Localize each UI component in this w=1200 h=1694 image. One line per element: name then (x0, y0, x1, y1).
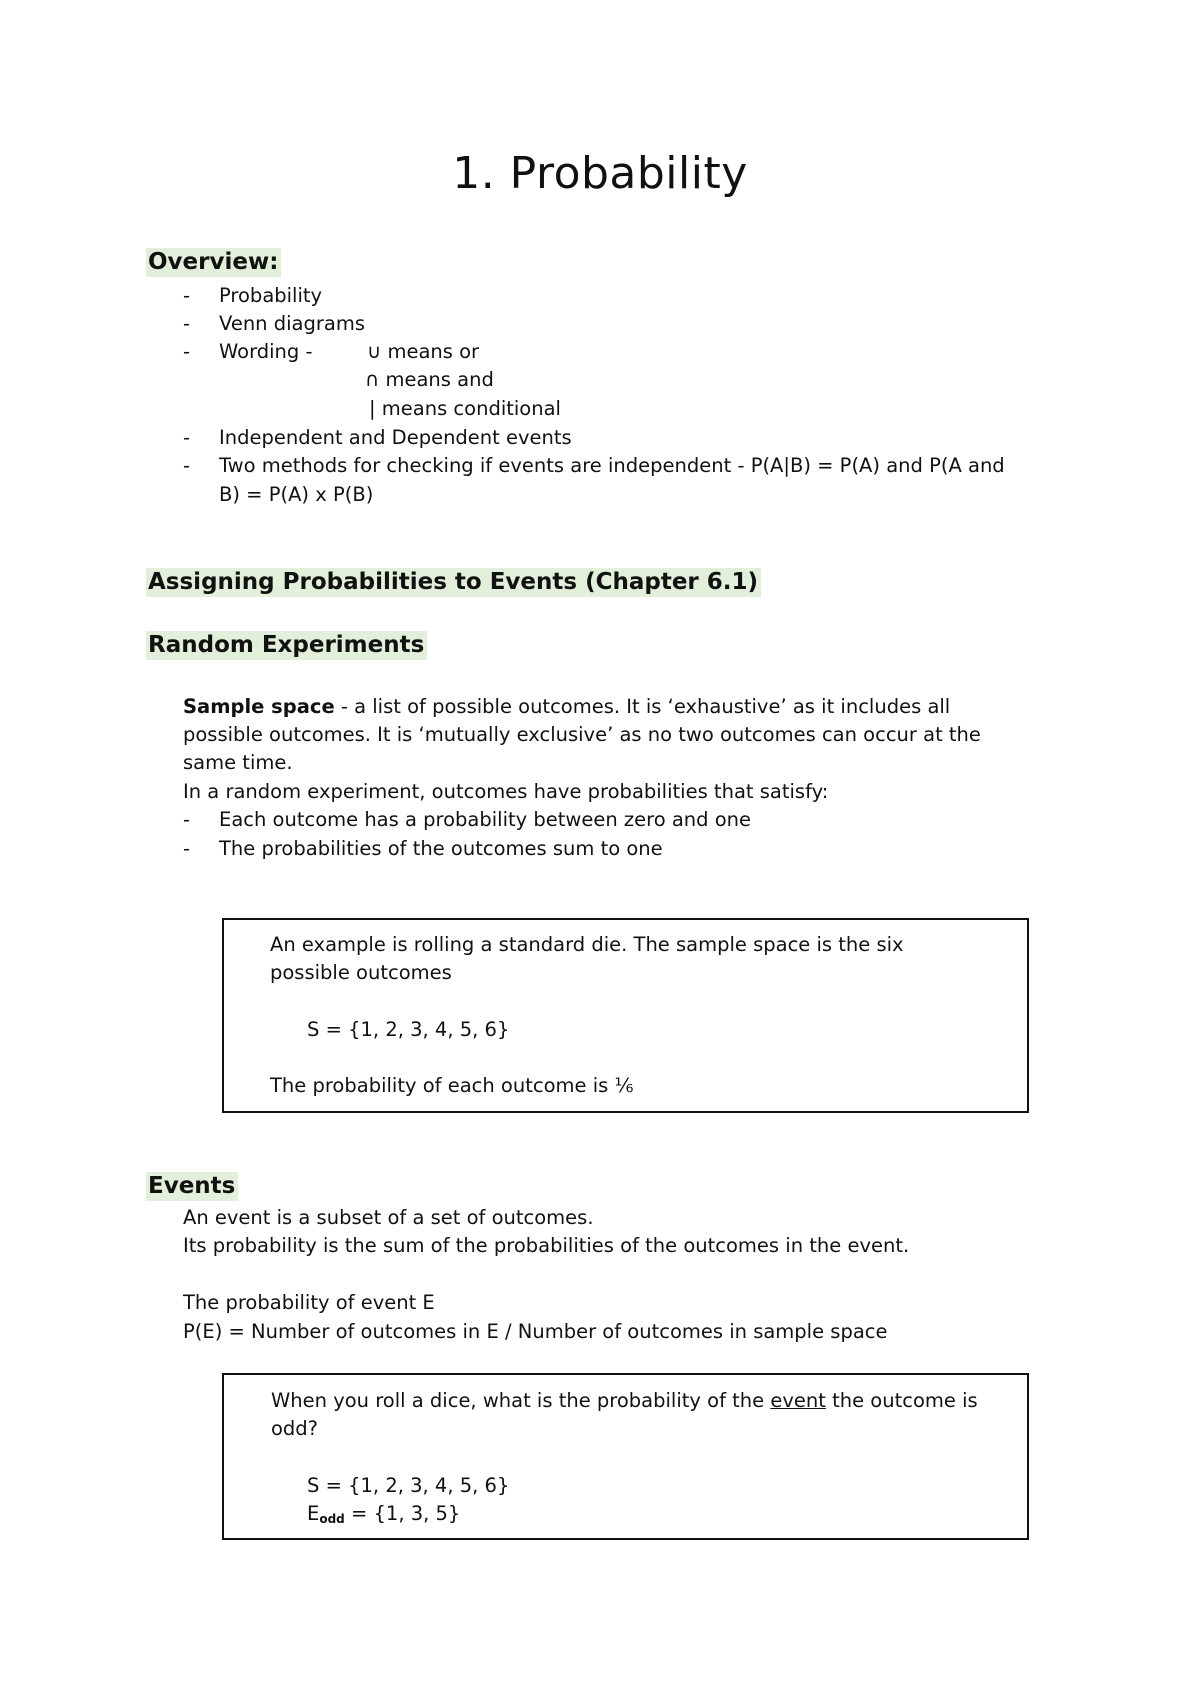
box-line: An example is rolling a standard die. The sample space is the six (270, 933, 904, 956)
event-subscript: odd (319, 1512, 345, 1526)
overview-item: Wording - (219, 340, 313, 363)
overview-heading (146, 248, 281, 277)
section-heading-assigning (146, 568, 761, 597)
bullet-dash: - (183, 837, 191, 860)
bullet-dash: - (183, 426, 191, 449)
question-text: When you roll a dice, what is the probability of the (271, 1389, 771, 1412)
overview-item: Two methods for checking if events are independent - P(A|B) = P(A) and P(A and (219, 454, 1005, 477)
sample-space-term: Sample space (183, 695, 335, 718)
bullet-item: Each outcome has a probability between zero and one (219, 808, 752, 831)
random-experiments-heading (146, 631, 427, 660)
bullet-item: The probabilities of the outcomes sum to one (219, 837, 663, 860)
paragraph-line: The probability of event E (183, 1291, 435, 1314)
box-line: The probability of each outcome is ⅙ (270, 1074, 634, 1097)
underlined-word: event (770, 1389, 826, 1412)
odd-event-set (307, 1504, 460, 1525)
events-heading-text: Events (146, 1172, 238, 1201)
probability-formula: P(E) = Number of outcomes in E / Number of outcomes in sample space (183, 1320, 888, 1343)
sample-space-set: S = {1, 2, 3, 4, 5, 6} (307, 1474, 510, 1497)
bullet-dash: - (183, 808, 191, 831)
paragraph-line: An event is a subset of a set of outcomes. (183, 1206, 594, 1229)
wording-union: ∪ means or (367, 340, 480, 363)
section-heading-text: Assigning Probabilities to Events (Chapter 6.1) (146, 568, 761, 597)
sample-space-set: S = {1, 2, 3, 4, 5, 6} (307, 1018, 510, 1041)
event-symbol: E (307, 1502, 320, 1525)
overview-item: Venn diagrams (219, 312, 365, 335)
bullet-dash: - (183, 284, 191, 307)
overview-heading-text: Overview: (146, 248, 281, 277)
events-heading (146, 1172, 238, 1201)
bullet-dash: - (183, 340, 191, 363)
sample-space-text: - a list of possible outcomes. It is ‘exhaustive’ as it includes all (334, 695, 951, 718)
random-experiments-heading-text: Random Experiments (146, 631, 427, 660)
paragraph-line: Its probability is the sum of the probabilities of the outcomes in the event. (183, 1234, 910, 1257)
bullet-dash: - (183, 454, 191, 477)
bullet-dash: - (183, 312, 191, 335)
paragraph-line: possible outcomes. It is ‘mutually exclusive’ as no two outcomes can occur at the (183, 723, 981, 746)
wording-conditional: | means conditional (369, 397, 561, 420)
paragraph-line: In a random experiment, outcomes have probabilities that satisfy: (183, 780, 829, 803)
box-question (271, 1391, 978, 1411)
wording-intersection: ∩ means and (365, 368, 494, 391)
overview-item: Probability (219, 284, 323, 307)
sample-space-definition (183, 697, 950, 717)
overview-item: Independent and Dependent events (219, 426, 572, 449)
paragraph-line: same time. (183, 751, 293, 774)
box-line: possible outcomes (270, 961, 452, 984)
overview-item-continued: B) = P(A) x P(B) (219, 483, 374, 506)
event-set: = {1, 3, 5} (344, 1502, 461, 1525)
page-title: 1. Probability (452, 148, 748, 199)
box-question-continued: odd? (271, 1417, 319, 1440)
question-text: the outcome is (825, 1389, 978, 1412)
